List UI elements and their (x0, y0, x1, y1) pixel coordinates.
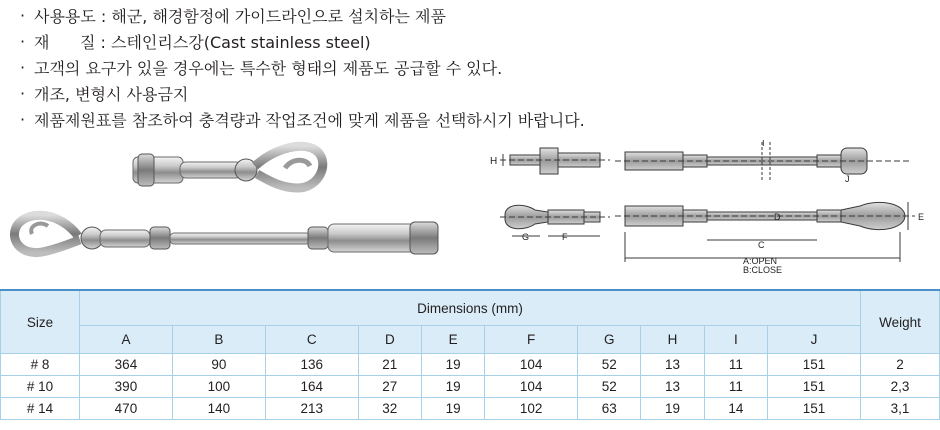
cell-j: 151 (767, 398, 860, 420)
bullet: · (20, 31, 26, 51)
cell-h: 13 (641, 354, 704, 376)
cell-weight: 3,1 (861, 398, 940, 420)
cell-c: 136 (265, 354, 358, 376)
header-b: B (172, 326, 265, 354)
cell-b: 90 (172, 354, 265, 376)
cell-h: 19 (641, 398, 704, 420)
cell-weight: 2,3 (861, 376, 940, 398)
table-row (1, 398, 940, 420)
note-text: 개조, 변형시 사용금지 (34, 84, 189, 104)
bullet: · (20, 57, 26, 77)
product-photo-long (14, 215, 438, 254)
cell-weight: 2 (861, 354, 940, 376)
header-f: F (485, 326, 578, 354)
label-f: F (562, 232, 568, 242)
cell-i: 14 (704, 398, 767, 420)
header-i: I (704, 326, 767, 354)
label-g: G (522, 232, 530, 242)
drawing-short-top (500, 205, 610, 236)
header-h: H (641, 326, 704, 354)
label-c: C (758, 240, 765, 250)
cell-d: 21 (358, 354, 421, 376)
cell-b: 100 (172, 376, 265, 398)
cell-size: # 8 (1, 354, 80, 376)
note-warning (20, 80, 585, 106)
cell-j: 151 (767, 354, 860, 376)
label-d: D (774, 212, 781, 222)
cell-j: 151 (767, 376, 860, 398)
cell-c: 164 (265, 376, 358, 398)
header-a: A (80, 326, 173, 354)
note-custom (20, 54, 585, 80)
table-row (1, 376, 940, 398)
bullet: · (20, 83, 26, 103)
table-row (1, 354, 940, 376)
note-text: 고객의 요구가 있을 경우에는 특수한 형태의 제품도 공급할 수 있다. (34, 58, 503, 78)
table-header-row (1, 290, 940, 326)
cell-g: 52 (578, 354, 641, 376)
spec-notes (20, 2, 585, 132)
cell-e: 19 (421, 376, 484, 398)
cell-g: 52 (578, 376, 641, 398)
cell-c: 213 (265, 398, 358, 420)
cell-g: 63 (578, 398, 641, 420)
note-text: 제품제원표를 참조하여 충격량과 작업조건에 맞게 제품을 선택하시기 바랍니다. (34, 110, 585, 130)
cell-i: 11 (704, 376, 767, 398)
note-text: 사용용도 : 해군, 해경함정에 가이드라인으로 설치하는 제품 (34, 6, 446, 26)
header-weight: Weight (861, 290, 940, 354)
header-dimensions: Dimensions (mm) (80, 290, 861, 326)
cell-e: 19 (421, 354, 484, 376)
header-g: G (578, 326, 641, 354)
label-j: J (845, 174, 850, 184)
bullet: · (20, 5, 26, 25)
cell-d: 32 (358, 398, 421, 420)
cell-h: 13 (641, 376, 704, 398)
note-text: 재 질 : 스테인리스강(Cast stainless steel) (34, 32, 371, 52)
header-size: Size (1, 290, 80, 354)
label-a-open: A:OPEN (743, 256, 778, 266)
label-h: H (490, 156, 498, 167)
note-material (20, 28, 585, 54)
cell-a: 390 (80, 376, 173, 398)
drawing-short-side (500, 148, 610, 174)
header-e: E (421, 326, 484, 354)
cell-b: 140 (172, 398, 265, 420)
label-e: E (918, 212, 925, 222)
table-subheader-row (1, 326, 940, 354)
cell-f: 104 (485, 354, 578, 376)
header-c: C (265, 326, 358, 354)
header-d: D (358, 326, 421, 354)
header-j: J (767, 326, 860, 354)
cell-i: 11 (704, 354, 767, 376)
label-i: I (762, 140, 765, 148)
drawing-long-top (615, 202, 915, 262)
product-figures (0, 140, 940, 290)
label-b-close: B:CLOSE (743, 265, 783, 275)
note-selection (20, 106, 585, 132)
cell-size: # 14 (1, 398, 80, 420)
cell-a: 364 (80, 354, 173, 376)
dimensions-table (0, 289, 940, 420)
note-usage (20, 2, 585, 28)
cell-f: 104 (485, 376, 578, 398)
cell-size: # 10 (1, 376, 80, 398)
cell-f: 102 (485, 398, 578, 420)
cell-a: 470 (80, 398, 173, 420)
bullet: · (20, 109, 26, 129)
cell-d: 27 (358, 376, 421, 398)
cell-e: 19 (421, 398, 484, 420)
product-photo-short (133, 146, 323, 188)
